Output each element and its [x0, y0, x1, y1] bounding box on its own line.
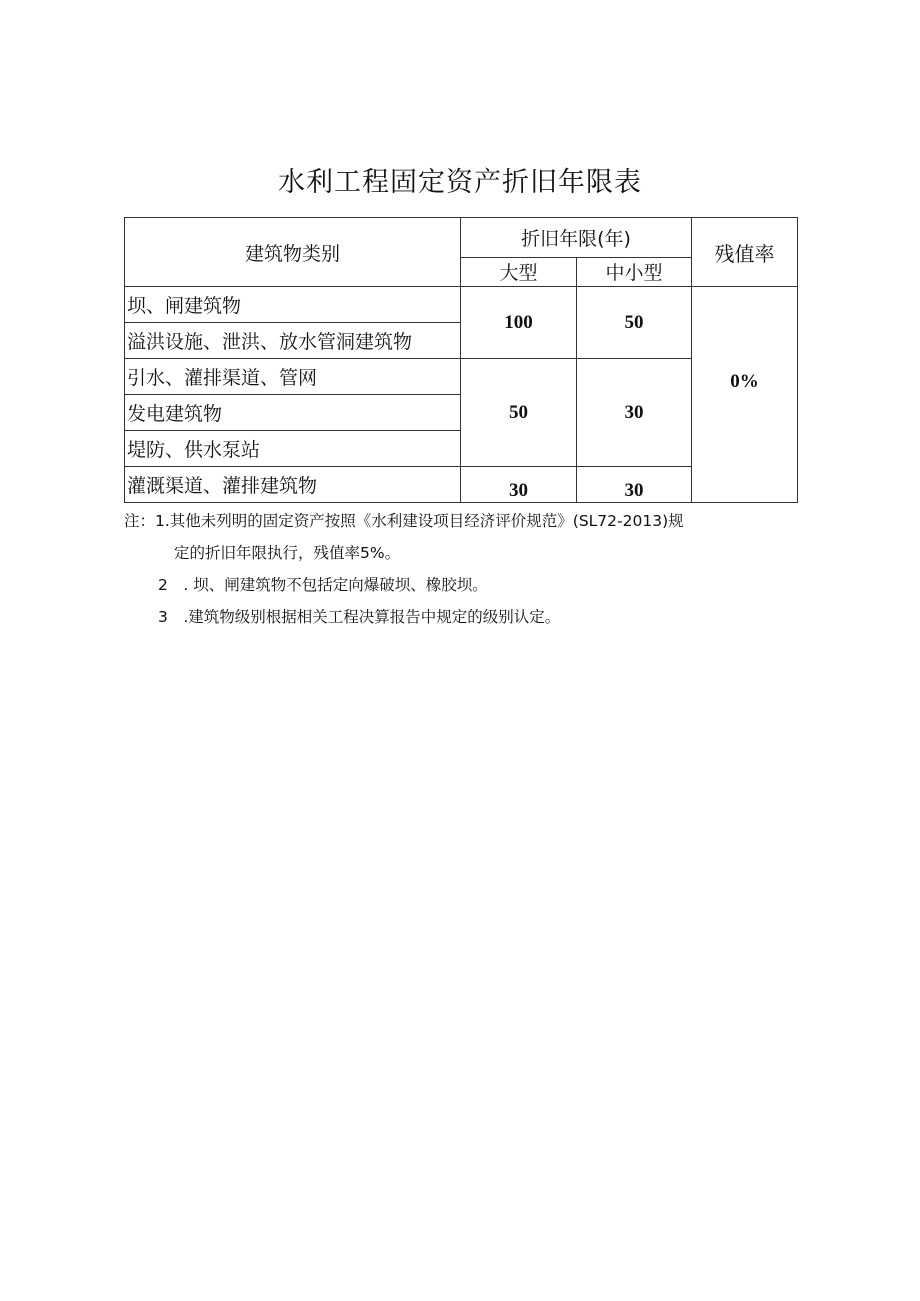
row-name: 坝、闸建筑物: [125, 287, 461, 323]
header-residual: 残值率: [692, 218, 798, 287]
page-title: 水利工程固定资产折旧年限表: [278, 167, 642, 198]
row-name: 堤防、供水泵站: [125, 431, 461, 467]
group-large-value: 50: [461, 359, 577, 467]
header-row: [125, 218, 798, 258]
table-row: [125, 287, 798, 323]
note-1: 注：1.其他未列明的固定资产按照《水利建设项目经济评价规范》(SL72-2013)规: [124, 512, 684, 530]
row-name: 发电建筑物: [125, 395, 461, 431]
header-life: 折旧年限(年): [461, 218, 692, 258]
header-category: 建筑物类别: [125, 218, 461, 287]
depreciation-table: [124, 217, 798, 503]
row-name: 溢洪设施、泄洪、放水管洞建筑物: [125, 323, 461, 359]
note-2: 2 . 坝、闸建筑物不包括定向爆破坝、橡胶坝。: [158, 576, 488, 594]
row-name: 引水、灌排渠道、管网: [125, 359, 461, 395]
note-3: 3 .建筑物级别根据相关工程决算报告中规定的级别认定。: [158, 608, 561, 626]
notes: [124, 505, 804, 633]
header-small: 中小型: [577, 257, 692, 286]
group-small-value: 30: [577, 359, 692, 467]
group-large-value: 30: [461, 467, 577, 503]
group-small-value: 50: [577, 287, 692, 359]
group-large-value: 100: [461, 287, 577, 359]
group-small-value: 30: [577, 467, 692, 503]
row-name: 灌溉渠道、灌排建筑物: [125, 467, 461, 503]
residual-value: 0%: [692, 287, 798, 503]
header-large: 大型: [461, 257, 577, 286]
note-1-continued: 定的折旧年限执行，残值率5%。: [174, 544, 401, 562]
